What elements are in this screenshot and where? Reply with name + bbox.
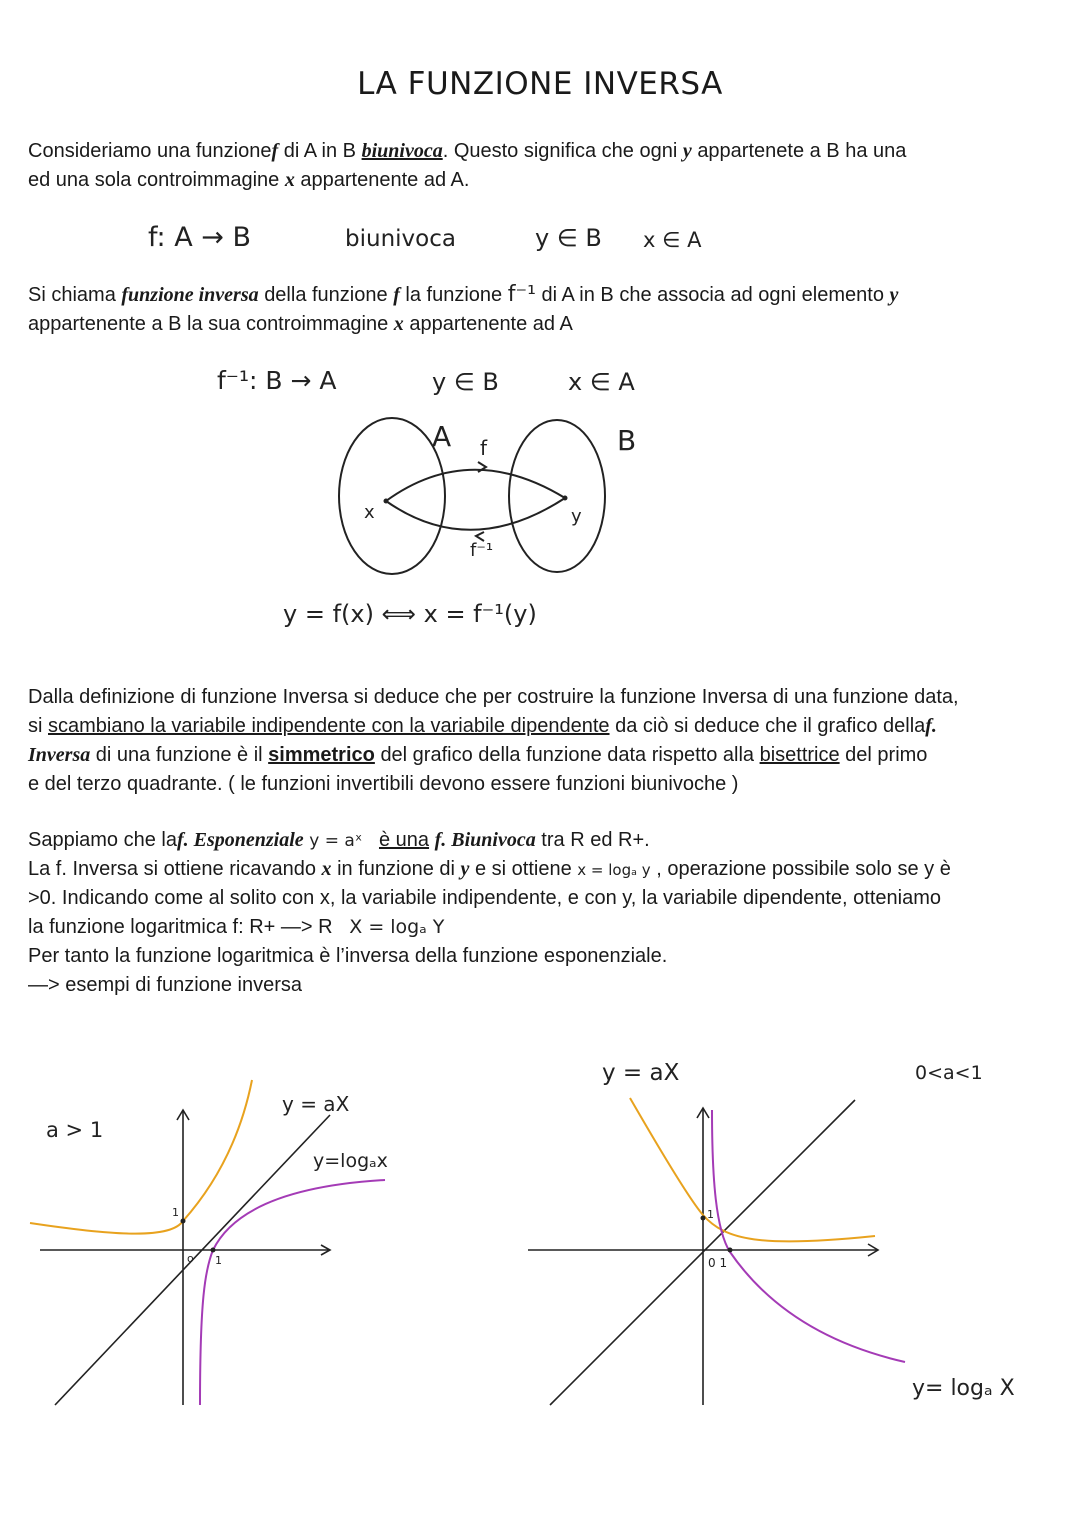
hw-y-in-b: y ∈ B (535, 224, 602, 252)
graph-a-less-1 (528, 1098, 905, 1405)
hw2-y-in-b: y ∈ B (432, 368, 499, 396)
hw-map-f: f: A → B (148, 222, 252, 253)
label-x: x (364, 502, 375, 523)
equivalence: y = f(x) ⟺ x = f⁻¹(y) (283, 600, 537, 628)
p4-line6: —> esempi di funzione inversa (28, 974, 303, 996)
g1-log-label: y=logₐx (313, 1150, 388, 1172)
label-set-a: A (432, 420, 452, 453)
g1-origin: o (187, 1252, 194, 1265)
g1-exp-curve (30, 1080, 252, 1234)
p4-line4: la funzione logaritmica f: R+ —> R X = logₐ Y (28, 916, 445, 938)
g1-one-y: 1 (172, 1206, 179, 1219)
label-set-b: B (617, 424, 637, 457)
g1-condition: a > 1 (46, 1118, 104, 1142)
hw-x-in-a: x ∈ A (643, 228, 702, 252)
label-f: f (480, 436, 488, 460)
hw-map-finv: f⁻¹: B → A (217, 366, 337, 395)
paragraph-deduction: Dalla definizione di funzione Inversa si deduce che per costruire la funzione Inversa di una funzione data, si scambiano la variabile indipendente con la variabile dipendente da ciò si deduce che il grafico dellaf. Inversa di una funzione è il simmetrico del grafico della funzione data rispetto alla bisettrice del primo e del terzo quadrante. ( le funzioni invertibili devono essere funzioni biunivoche ) (28, 686, 959, 795)
g2-condition: 0<a<1 (915, 1062, 983, 1084)
p4-line5: Per tanto la funzione logaritmica è l’inversa della funzione esponenziale. (28, 945, 668, 967)
p4-line2: La f. Inversa si ottiene ricavando x in funzione di y e si ottiene x = logₐ y , operazione possibile solo se y è (28, 858, 951, 880)
g2-one-y: 1 (707, 1208, 714, 1221)
g2-ox: 0 1 (708, 1256, 728, 1270)
hw2-x-in-a: x ∈ A (568, 368, 635, 396)
g1-log-curve (200, 1180, 385, 1405)
g1-exp-label: y = aX (282, 1092, 350, 1116)
g1-one-x: 1 (215, 1254, 222, 1267)
label-finv: f⁻¹ (470, 540, 494, 561)
paragraph-intro: Consideriamo una funzionef di A in B biunivoca. Questo significa che ogni y appartenete a B ha una ed una sola controimmagine x appartenente ad A. (28, 140, 907, 191)
g2-exp-label: y = aX (602, 1060, 680, 1086)
hw-biunivoca: biunivoca (345, 226, 456, 252)
p4-line1: Sappiamo che laf. Esponenziale y = aˣ è una f. Biunivoca tra R ed R+. (28, 829, 650, 851)
page-title: LA FUNZIONE INVERSA (357, 66, 723, 102)
g2-log-label: y= logₐ X (912, 1376, 1015, 1401)
g2-exp-curve (630, 1098, 875, 1241)
label-y: y (571, 506, 582, 527)
paragraph-definition: Si chiama funzione inversa della funzione f la funzione f⁻¹ di A in B che associa ad ogni elemento y appartenente a B la sua controimmagine x appartenente ad A (28, 282, 899, 335)
p4-line3: >0. Indicando come al solito con x, la variabile indipendente, e con y, la variabile dipendente, otteniamo (28, 887, 941, 909)
